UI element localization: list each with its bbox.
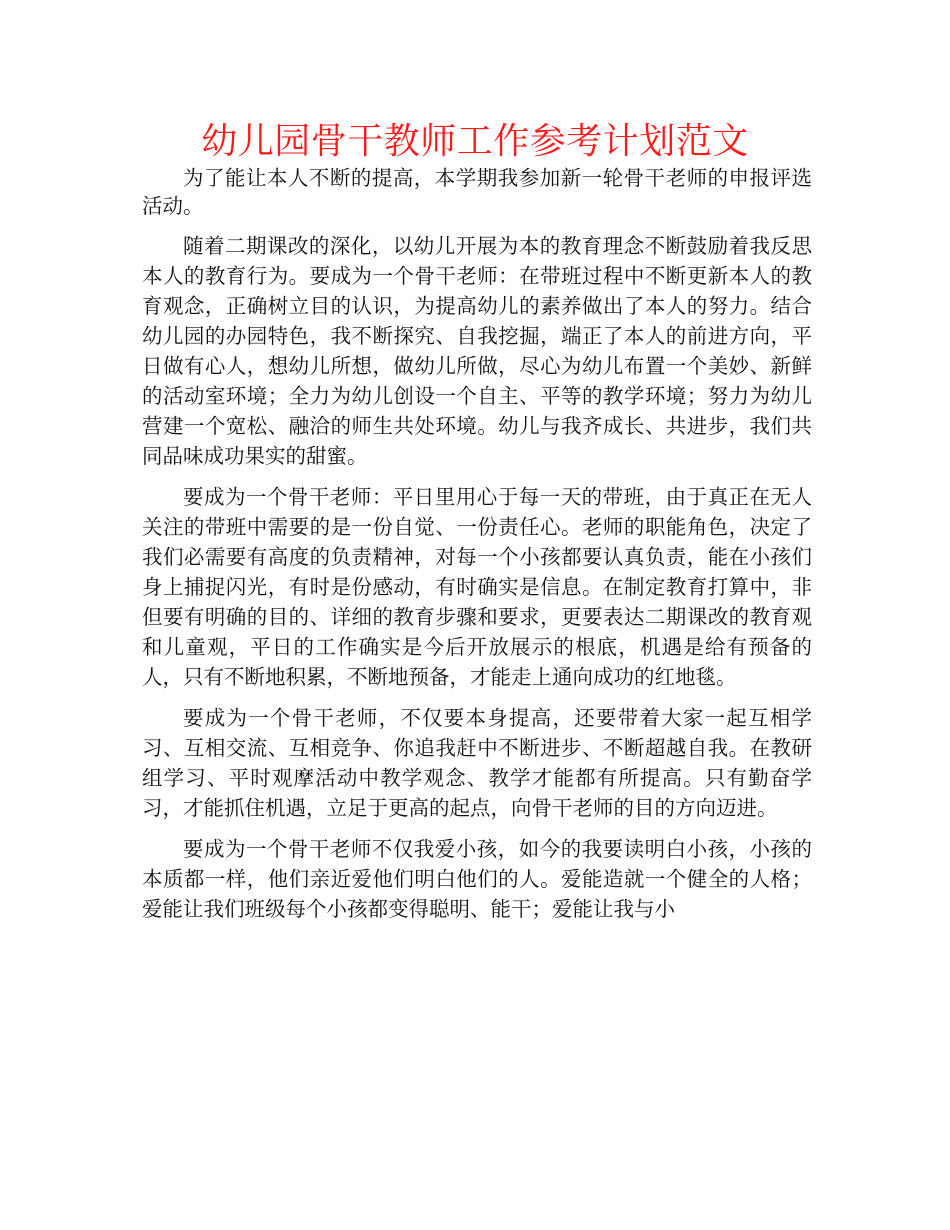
paragraph: 要成为一个骨干老师，不仅要本身提高，还要带着大家一起互相学习、互相交流、互相竞争、你追我赶中不断进步、不断超越自我。在教研组学习、平时观摩活动中教学观念、教学才能都有所提高。只有勤奋学习，才能抓住机遇，立足于更高的起点，向骨干老师的目的方向迈进。 xyxy=(142,706,812,820)
paragraph: 为了能让本人不断的提高，本学期我参加新一轮骨干老师的申报评选活动。 xyxy=(142,166,812,218)
document-body xyxy=(142,164,812,935)
paragraph: 随着二期课改的深化，以幼儿开展为本的教育理念不断鼓励着我反思本人的教育行为。要成为一个骨干老师：在带班过程中不断更新本人的教育观念，正确树立目的认识，为提高幼儿的素养做出了本人的努力。结合幼儿园的办园特色，我不断探究、自我挖掘，端正了本人的前进方向，平日做有心人，想幼儿所想，做幼儿所做，尽心为幼儿布置一个美妙、新鲜的活动室环境；全力为幼儿创设一个自主、平等的教学环境；努力为幼儿营建一个宽松、融洽的师生共处环境。幼儿与我齐成长、共进步，我们共同品味成功果实的甜蜜。 xyxy=(142,234,812,468)
document-title: 幼儿园骨干教师工作参考计划范文 xyxy=(201,121,749,162)
paragraph: 要成为一个骨干老师不仅我爱小孩，如今的我要读明白小孩，小孩的本质都一样，他们亲近爱他们明白他们的人。爱能造就一个健全的人格；爱能让我们班级每个小孩都变得聪明、能干；爱能让我与小 xyxy=(142,837,812,921)
paragraph: 要成为一个骨干老师：平日里用心于每一天的带班，由于真正在无人关注的带班中需要的是一份自觉、一份责任心。老师的职能角色，决定了我们必需要有高度的负责精神，对每一个小孩都要认真负责，能在小孩们身上捕捉闪光，有时是份感动，有时确实是信息。在制定教育打算中，非但要有明确的目的、详细的教育步骤和要求，更要表达二期课改的教育观和儿童观，平日的工作确实是今后开放展示的根底，机遇是给有预备的人，只有不断地积累，不断地预备，才能走上通向成功的红地毯。 xyxy=(142,485,812,689)
